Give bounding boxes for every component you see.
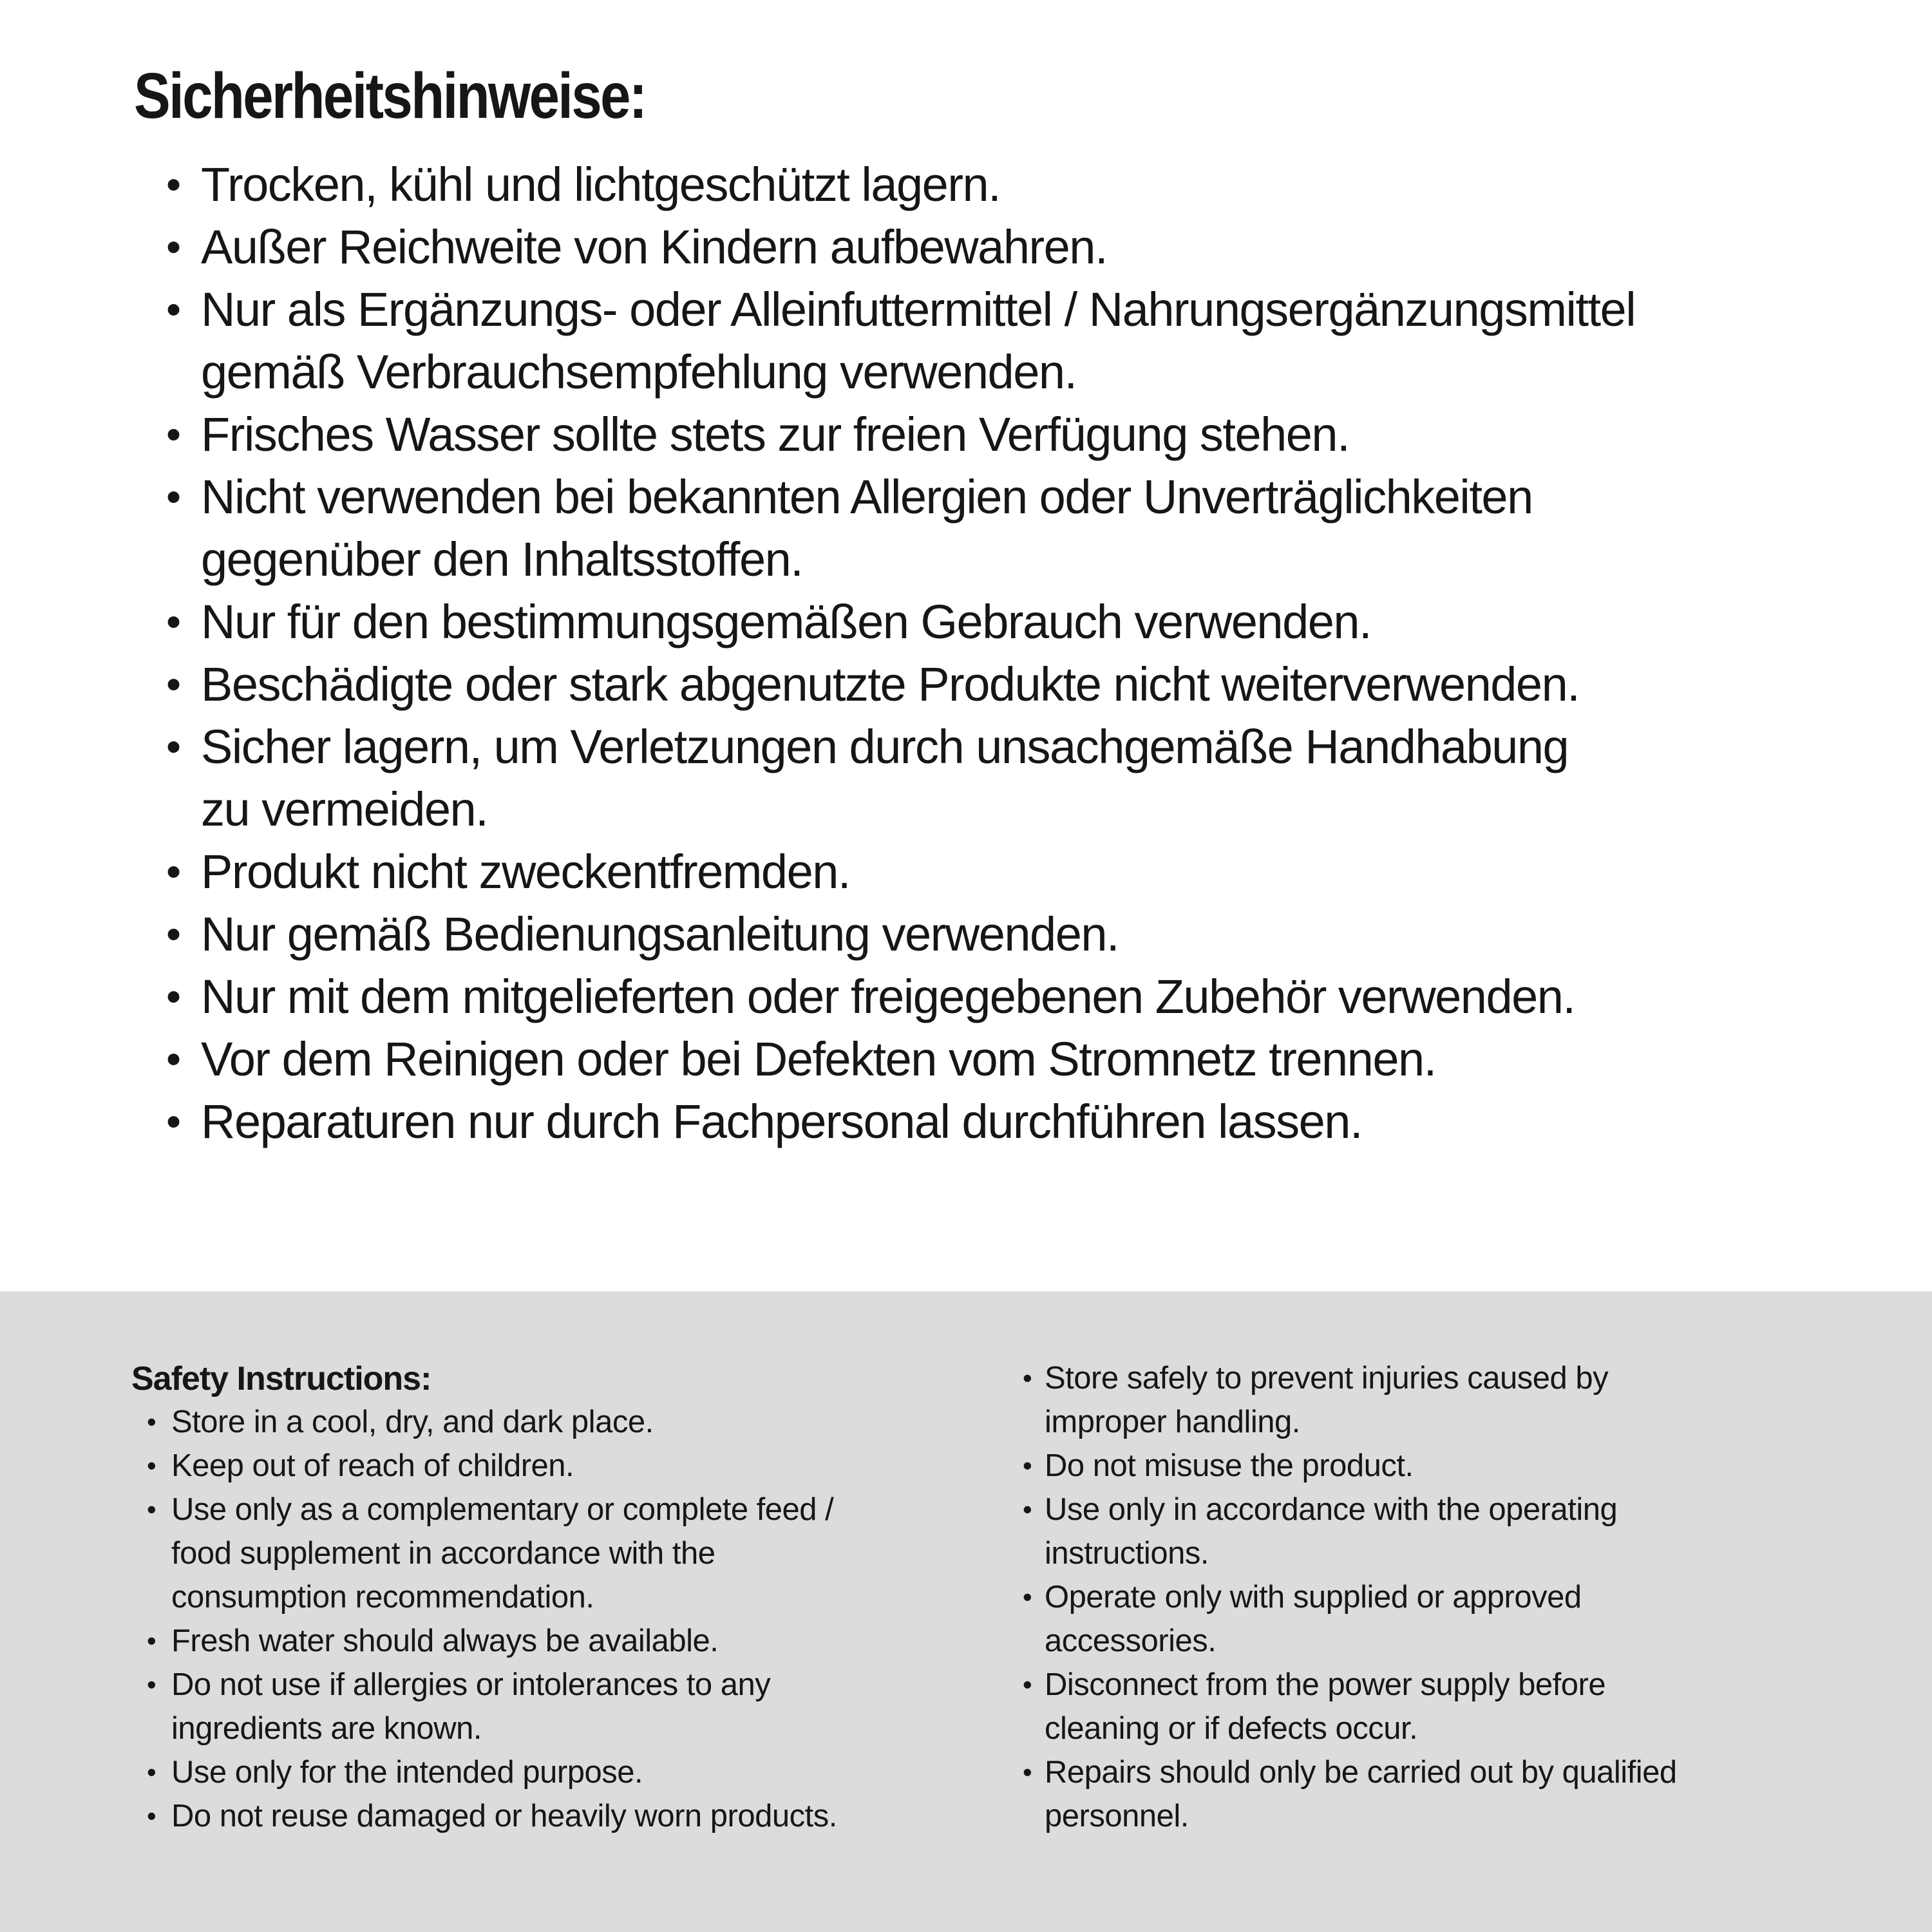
item-text: Sicher lagern, um Verletzungen durch unsachgemäße Handhabung <box>201 720 1569 773</box>
item-text: Vor dem Reinigen oder bei Defekten vom Stromnetz trennen. <box>201 1032 1436 1086</box>
item-text: gegenüber den Inhaltsstoffen. <box>201 533 803 586</box>
item-text: Reparaturen nur durch Fachpersonal durchführen lassen. <box>201 1095 1363 1148</box>
item-text: Do not use if allergies or intolerances to any <box>171 1667 771 1702</box>
german-safety-item-line <box>134 341 1899 403</box>
english-safety-item-line <box>1023 1356 1677 1400</box>
english-safety-item-line <box>131 1707 837 1750</box>
item-text: Store in a cool, dry, and dark place. <box>171 1405 654 1439</box>
item-text: Nicht verwenden bei bekannten Allergien oder Unverträglichkeiten <box>201 470 1533 524</box>
item-text: Store safely to prevent injuries caused by <box>1045 1361 1609 1396</box>
item-text: Repairs should only be carried out by qualified <box>1045 1755 1677 1790</box>
german-safety-item-line <box>134 1090 1899 1153</box>
english-safety-item-line <box>1023 1619 1677 1663</box>
item-text: accessories. <box>1045 1624 1217 1658</box>
item-text: Do not misuse the product. <box>1045 1448 1414 1483</box>
english-safety-item-line <box>1023 1444 1677 1488</box>
item-text: Do not reuse damaged or heavily worn products. <box>171 1799 837 1833</box>
item-text: zu vermeiden. <box>201 782 488 836</box>
english-safety-item-line <box>1023 1531 1677 1575</box>
english-safety-item-line <box>131 1400 837 1444</box>
item-text: Keep out of reach of children. <box>171 1448 574 1483</box>
english-safety-item-line <box>131 1531 837 1575</box>
english-safety-list-right <box>1023 1356 1677 1838</box>
german-safety-item-line <box>134 403 1899 466</box>
english-heading: Safety Instructions: <box>131 1360 431 1397</box>
english-safety-item-line <box>1023 1794 1677 1838</box>
item-text: Fresh water should always be available. <box>171 1624 719 1658</box>
item-text: Disconnect from the power supply before <box>1045 1667 1606 1702</box>
item-text: food supplement in accordance with the <box>171 1536 715 1571</box>
item-text: Nur gemäß Bedienungsanleitung verwenden. <box>201 907 1119 961</box>
item-text: Use only for the intended purpose. <box>171 1755 643 1790</box>
item-text: Nur als Ergänzungs- oder Alleinfuttermittel / Nahrungsergänzungsmittel <box>201 283 1636 336</box>
english-safety-item-line <box>1023 1750 1677 1794</box>
item-text: improper handling. <box>1045 1405 1300 1439</box>
item-text: ingredients are known. <box>171 1711 482 1746</box>
german-safety-item-line <box>134 278 1899 341</box>
english-safety-item-line <box>131 1444 837 1488</box>
english-band <box>0 1291 1932 1932</box>
english-safety-item-line <box>131 1750 837 1794</box>
english-safety-item-line <box>131 1575 837 1619</box>
item-text: instructions. <box>1045 1536 1209 1571</box>
german-heading: Sicherheitshinweise: <box>134 60 646 132</box>
german-safety-item-line <box>134 216 1899 278</box>
item-text: Trocken, kühl und lichtgeschützt lagern. <box>201 158 1001 211</box>
item-text: Nur mit dem mitgelieferten oder freigegebenen Zubehör verwenden. <box>201 970 1575 1023</box>
item-text: Use only as a complementary or complete feed / <box>171 1492 834 1527</box>
german-safety-item-line <box>134 840 1899 903</box>
item-text: cleaning or if defects occur. <box>1045 1711 1418 1746</box>
english-safety-item-line <box>131 1619 837 1663</box>
german-safety-item-line <box>134 965 1899 1028</box>
english-safety-item-line <box>1023 1575 1677 1619</box>
german-safety-list <box>134 153 1899 1153</box>
item-text: consumption recommendation. <box>171 1580 594 1615</box>
german-safety-item-line <box>134 778 1899 840</box>
english-safety-item-line <box>131 1488 837 1531</box>
item-text: Produkt nicht zweckentfremden. <box>201 845 850 898</box>
german-safety-item-line <box>134 153 1899 216</box>
german-safety-item-line <box>134 715 1899 778</box>
item-text: Nur für den bestimmungsgemäßen Gebrauch verwenden. <box>201 595 1372 649</box>
item-text: personnel. <box>1045 1799 1189 1833</box>
english-safety-list-left <box>131 1400 837 1838</box>
english-left-column <box>131 1358 837 1838</box>
german-safety-item-line <box>134 528 1899 591</box>
item-text: Beschädigte oder stark abgenutzte Produkte nicht weiterverwenden. <box>201 658 1580 711</box>
english-right-column <box>1023 1356 1677 1838</box>
item-text: gemäß Verbrauchsempfehlung verwenden. <box>201 345 1077 399</box>
english-safety-item-line <box>131 1663 837 1707</box>
german-safety-item-line <box>134 903 1899 965</box>
item-text: Außer Reichweite von Kindern aufbewahren. <box>201 220 1108 274</box>
german-safety-item-line <box>134 466 1899 528</box>
item-text: Operate only with supplied or approved <box>1045 1580 1582 1615</box>
german-safety-item-line <box>134 653 1899 715</box>
item-text: Frisches Wasser sollte stets zur freien Verfügung stehen. <box>201 408 1350 461</box>
german-safety-item-line <box>134 591 1899 653</box>
english-safety-item-line <box>1023 1707 1677 1750</box>
english-safety-item-line <box>131 1794 837 1838</box>
english-safety-item-line <box>1023 1488 1677 1531</box>
german-safety-section <box>134 57 1899 1153</box>
german-safety-item-line <box>134 1028 1899 1090</box>
english-safety-item-line <box>1023 1400 1677 1444</box>
item-text: Use only in accordance with the operating <box>1045 1492 1618 1527</box>
english-safety-item-line <box>1023 1663 1677 1707</box>
